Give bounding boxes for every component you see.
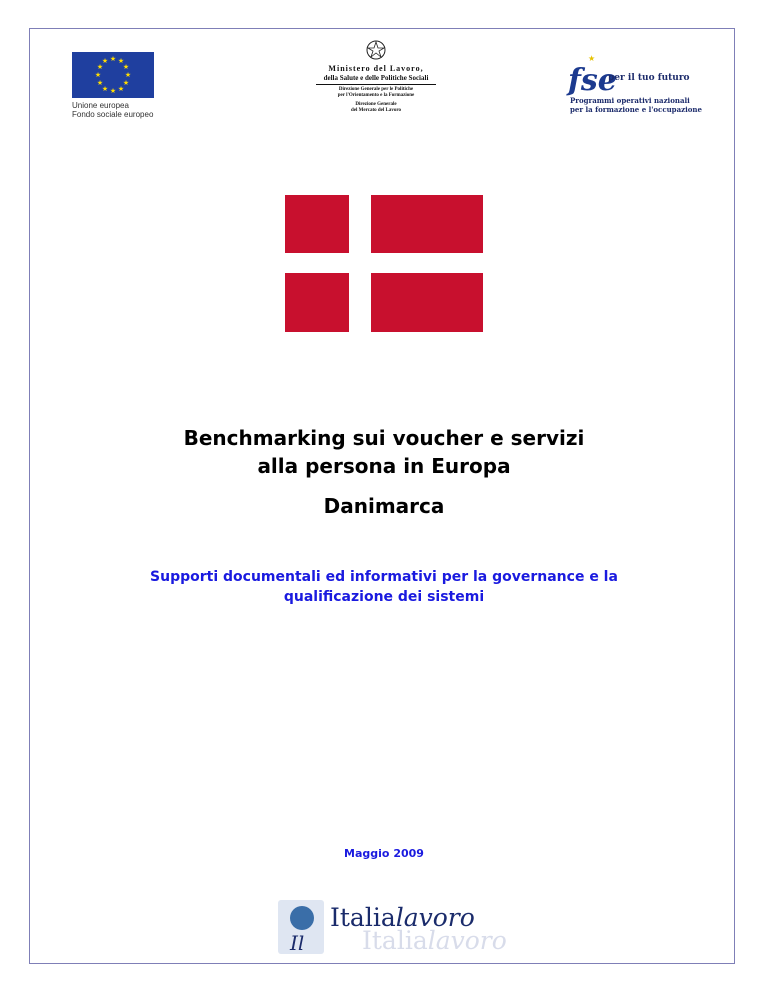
- country-name: Danimarca: [323, 494, 445, 518]
- svg-text:★: ★: [96, 63, 104, 71]
- italian-emblem-icon: [365, 38, 387, 62]
- eu-caption-line2: Fondo sociale europeo: [72, 110, 154, 119]
- svg-text:★: ★: [122, 63, 130, 71]
- ministry-logo: [296, 38, 456, 114]
- document-title: [84, 424, 684, 480]
- document-title-line2: alla persona in Europa: [257, 454, 511, 478]
- fse-program-line1: Programmi operativi nazionali: [570, 96, 690, 105]
- italialavoro-logo: [278, 898, 528, 958]
- danish-flag-icon: [285, 195, 483, 332]
- wordmark-italic: lavoro: [395, 903, 475, 932]
- ministry-rule: [316, 84, 436, 85]
- fse-logo: [560, 52, 700, 118]
- svg-text:★: ★: [124, 71, 132, 79]
- flag-quadrant-bottom-right: [371, 273, 483, 332]
- svg-text:★: ★: [109, 55, 117, 63]
- svg-text:★: ★: [101, 57, 109, 65]
- eu-flag-icon: [72, 52, 154, 98]
- svg-text:★: ★: [117, 57, 125, 65]
- document-subtitle: [74, 567, 694, 607]
- fse-tagline: per il tuo futuro: [608, 73, 690, 83]
- document-subtitle-line1: Supporti documentali ed informativi per la governance e la: [150, 569, 618, 585]
- ministry-name-line2: della Salute e delle Politiche Sociali: [323, 74, 429, 82]
- document-title-line1: Benchmarking sui voucher e servizi: [183, 426, 585, 450]
- wordmark-plain: Italia: [330, 903, 396, 932]
- ministry-name-line1: Ministero del Lavoro,: [328, 64, 424, 73]
- fse-program-line2: per la formazione e l'occupazione: [570, 105, 702, 114]
- flag-quadrant-top-right: [371, 195, 483, 253]
- eu-caption-line1: Unione europea: [72, 101, 129, 110]
- svg-text:★: ★: [588, 54, 596, 63]
- eu-logo: [72, 52, 154, 119]
- svg-text:★: ★: [117, 85, 125, 93]
- svg-text:Il: Il: [290, 931, 305, 955]
- flag-quadrant-top-left: [285, 195, 349, 253]
- svg-text:fse: fse: [568, 63, 617, 96]
- ministry-dept2-line2: del Mercato del Lavoro: [351, 108, 401, 113]
- flag-quadrant-bottom-left: [285, 273, 349, 332]
- svg-text:★: ★: [122, 79, 130, 87]
- svg-text:★: ★: [101, 85, 109, 93]
- svg-text:★: ★: [94, 71, 102, 79]
- reflection-italic: lavoro: [427, 926, 507, 955]
- ministry-dept2-line1: Direzione Generale: [355, 102, 397, 107]
- italialavoro-wordmark: [330, 903, 475, 932]
- svg-text:★: ★: [109, 87, 117, 95]
- italialavoro-emblem-icon: [278, 898, 326, 956]
- document-subtitle-line2: qualificazione dei sistemi: [283, 589, 485, 605]
- ministry-dept1-line1: Direzione Generale per le Politiche: [338, 87, 414, 92]
- svg-text:★: ★: [96, 79, 104, 87]
- reflection-plain: Italia: [362, 926, 428, 955]
- ministry-dept1-line2: per l'Orientamento e la Formazione: [337, 93, 415, 98]
- publication-date: Maggio 2009: [344, 847, 424, 860]
